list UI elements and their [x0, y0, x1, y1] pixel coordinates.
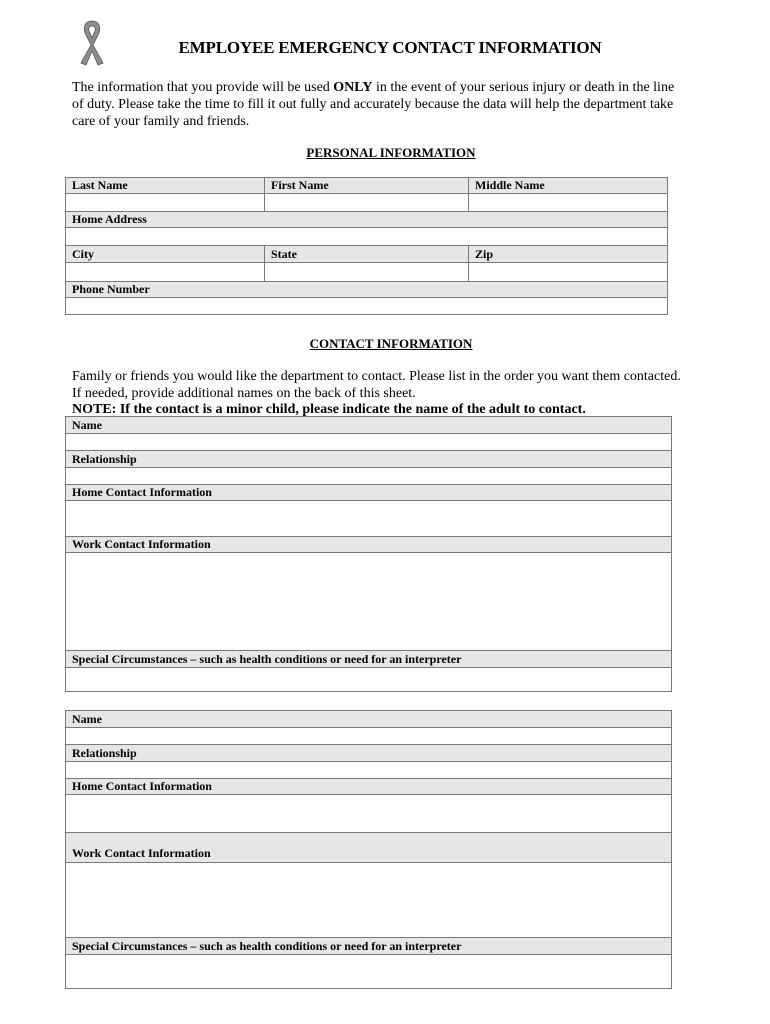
contact-1-home-contact-field[interactable] — [66, 501, 672, 537]
contact-1-relationship-label: Relationship — [66, 451, 672, 468]
last-name-field[interactable] — [66, 194, 265, 212]
intro-paragraph — [72, 79, 682, 130]
home-address-field[interactable] — [66, 228, 668, 246]
contact-2-name-field[interactable] — [66, 728, 672, 745]
contact-2-name-label: Name — [66, 711, 672, 728]
contact-2-table — [65, 710, 672, 989]
personal-information-table — [65, 177, 668, 315]
intro-text-end: in the event of your serious injury or death in the line of duty. Please take the time to fill it out fully and accurately because the data will help the department take care of your family and friends. — [72, 80, 675, 129]
contact-1-special-circumstances-label: Special Circumstances – such as health conditions or need for an interpreter — [66, 651, 672, 668]
intro-text-start: The information that you provide will be used — [72, 80, 334, 95]
zip-field[interactable] — [469, 263, 668, 282]
contact-2-home-contact-field[interactable] — [66, 795, 672, 833]
contact-1-work-contact-field[interactable] — [66, 553, 672, 651]
contact-2-work-contact-label: Work Contact Information — [66, 833, 672, 863]
contact-1-name-field[interactable] — [66, 434, 672, 451]
middle-name-label: Middle Name — [469, 178, 668, 194]
contact-2-relationship-field[interactable] — [66, 762, 672, 779]
contact-1-special-circumstances-field[interactable] — [66, 668, 672, 692]
contact-1-home-contact-label: Home Contact Information — [66, 485, 672, 501]
city-field[interactable] — [66, 263, 265, 282]
contact-2-home-contact-label: Home Contact Information — [66, 779, 672, 795]
zip-label: Zip — [469, 246, 668, 263]
personal-information-heading: PERSONAL INFORMATION — [306, 145, 476, 160]
state-field[interactable] — [265, 263, 469, 282]
first-name-label: First Name — [265, 178, 469, 194]
contact-2-relationship-label: Relationship — [66, 745, 672, 762]
contact-1-table — [65, 416, 672, 692]
last-name-label: Last Name — [66, 178, 265, 194]
page-title: EMPLOYEE EMERGENCY CONTACT INFORMATION — [178, 38, 602, 57]
intro-emphasis: ONLY — [333, 80, 373, 95]
middle-name-field[interactable] — [469, 194, 668, 212]
phone-number-label: Phone Number — [66, 282, 668, 298]
contact-information-heading: CONTACT INFORMATION — [309, 336, 473, 351]
first-name-field[interactable] — [265, 194, 469, 212]
contact-1-work-contact-label: Work Contact Information — [66, 537, 672, 553]
contact-2-special-circumstances-field[interactable] — [66, 955, 672, 989]
city-label: City — [66, 246, 265, 263]
contact-instructions: Family or friends you would like the department to contact. Please list in the order you want them contacted. If needed, provide additional names on the back of this sheet. — [72, 369, 681, 401]
minor-child-note: NOTE: If the contact is a minor child, please indicate the name of the adult to contact. — [72, 402, 586, 417]
contact-1-name-label: Name — [66, 417, 672, 434]
contact-2-special-circumstances-label: Special Circumstances – such as health conditions or need for an interpreter — [66, 938, 672, 955]
contact-2-work-contact-field[interactable] — [66, 863, 672, 938]
state-label: State — [265, 246, 469, 263]
phone-number-field[interactable] — [66, 298, 668, 315]
contact-1-relationship-field[interactable] — [66, 468, 672, 485]
home-address-label: Home Address — [66, 212, 668, 228]
